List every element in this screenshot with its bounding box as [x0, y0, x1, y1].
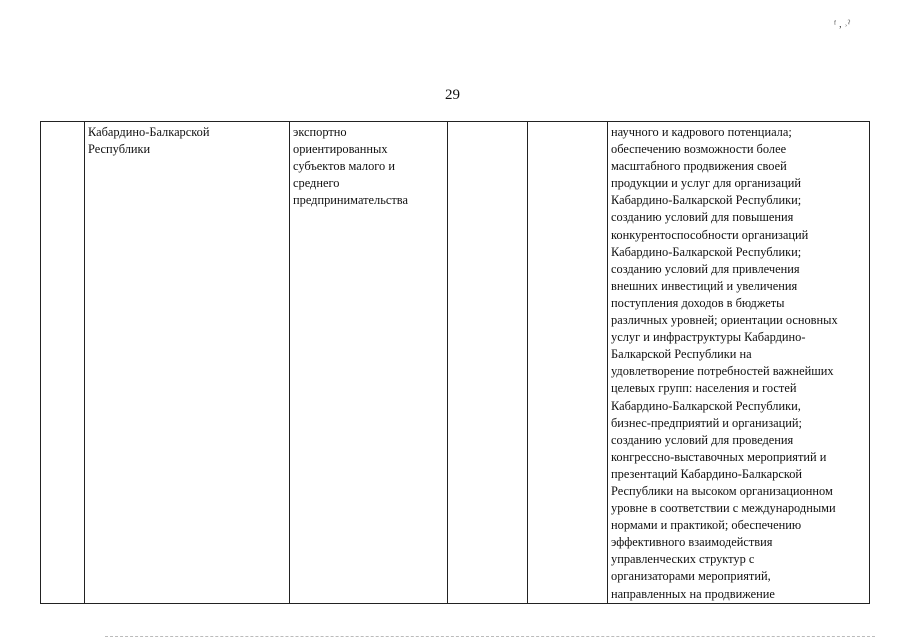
- table-cell-empty-b: [528, 122, 608, 604]
- cell-text: Кабардино-Балкарской Республики: [88, 125, 210, 157]
- cell-text: научного и кадрового потенциала; обеспечению возможности более масштабного продвижения своей продукции и услуг для организаций Кабардино-Балкарской Республики; созданию условий для повышения конкурентоспособности организаций Кабардино-Балкарской Республики; созданию условий для привлечения внешних инвестиций и увеличения поступления доходов в бюджеты различных уровней; ориентации основных услуг и инфраструктуры Кабардино- Балкарской Республики на удовлетворение потребностей важнейших целевых групп: населения и гостей Кабардино-Балкарской Республики, бизнес-предприятий и организаций; созданию условий для проведения конгрессно-выставочных мероприятий и презентаций Кабардино-Балкарской Республики на высоком организационном уровне в соответствии с международными нормами и практикой; обеспечению эффективного взаимодействия управленческих структур с организаторами мероприятий, направленных на продвижение: [611, 125, 838, 601]
- table-cell-region: [85, 122, 290, 604]
- document-table: [40, 121, 870, 604]
- scan-artifact-marks: ᶠ ‚ ˒ˀ: [834, 19, 851, 30]
- table-cell-description: [608, 122, 870, 604]
- scan-bottom-edge: [105, 636, 875, 637]
- table-cell-empty-a: [448, 122, 528, 604]
- table-row: [41, 122, 870, 604]
- table-cell-number: [41, 122, 85, 604]
- page-number: 29: [445, 87, 460, 103]
- table-cell-subject: [290, 122, 448, 604]
- cell-text: экспортно ориентированных субъектов малого и среднего предпринимательства: [293, 125, 408, 208]
